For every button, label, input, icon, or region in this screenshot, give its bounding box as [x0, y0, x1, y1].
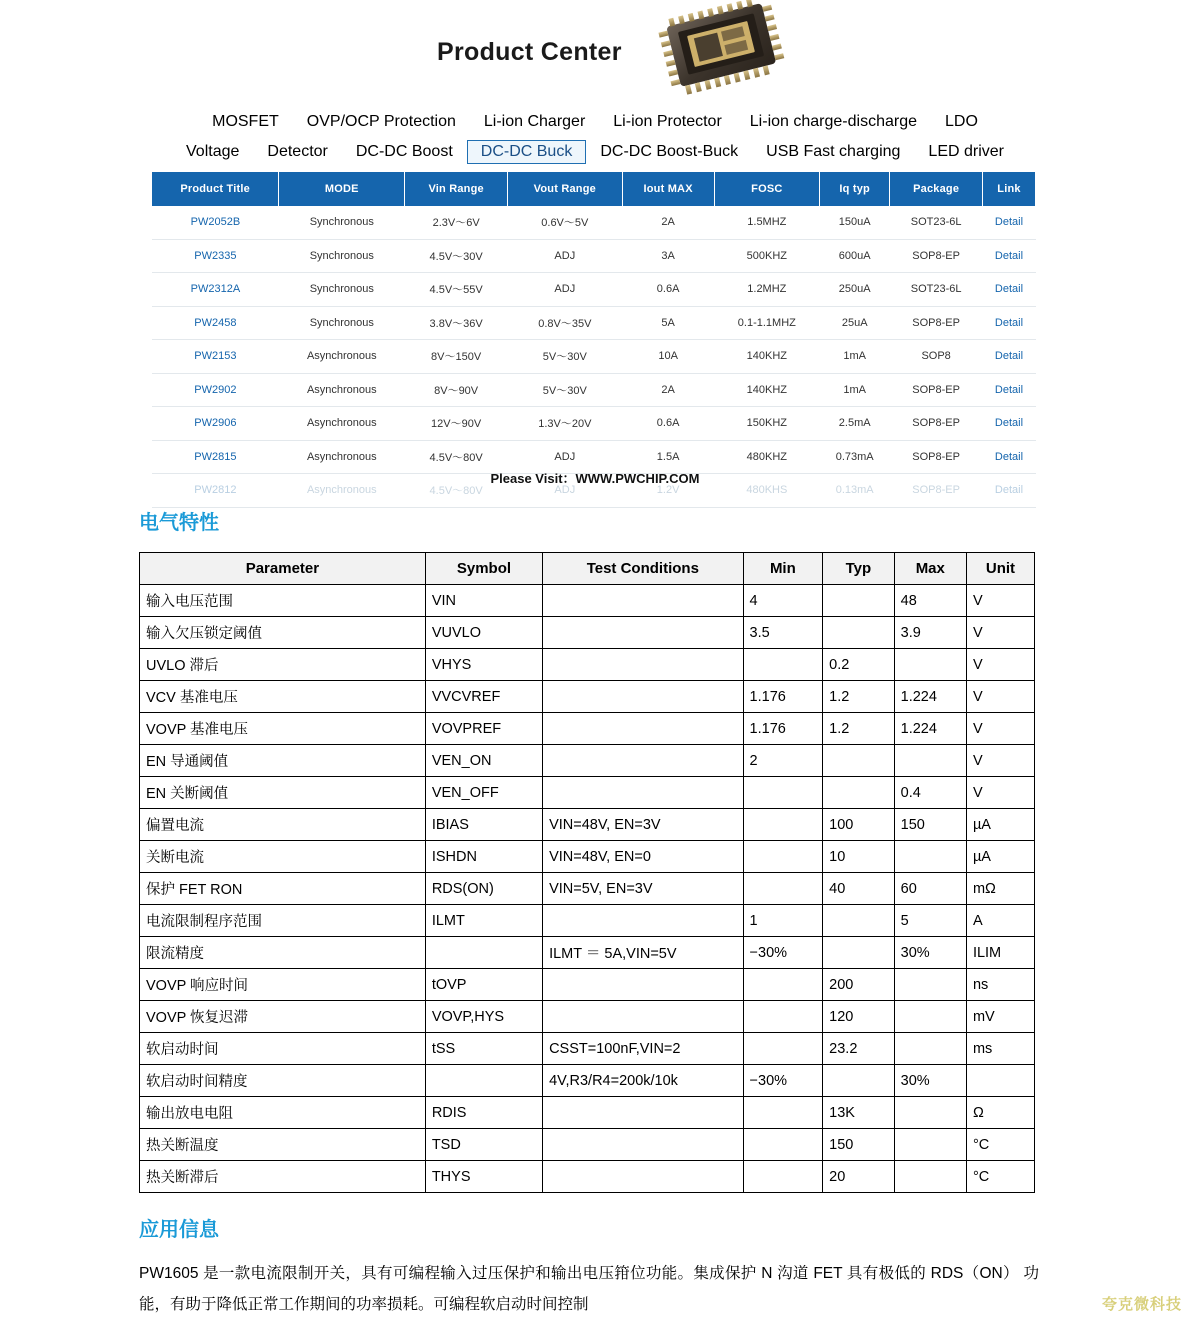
- electrical-cell-symbol: [425, 1065, 542, 1097]
- product-table-header-row: [152, 172, 1036, 206]
- electrical-cell-min: 1.176: [743, 713, 823, 745]
- product-cell: 0.73mA: [820, 440, 890, 474]
- nav-item-detector[interactable]: Detector: [267, 143, 328, 160]
- electrical-cell-parameter: 限流精度: [140, 937, 426, 969]
- electrical-cell-symbol: tOVP: [425, 969, 542, 1001]
- electrical-cell-unit: µA: [966, 809, 1034, 841]
- product-col-header: Iout MAX: [622, 172, 714, 206]
- product-cell: 250uA: [820, 273, 890, 307]
- electrical-cell-test-conditions: [543, 617, 743, 649]
- electrical-cell-typ: 150: [823, 1129, 894, 1161]
- electrical-cell-unit: V: [966, 585, 1034, 617]
- electrical-cell-symbol: VUVLO: [425, 617, 542, 649]
- electrical-cell-typ: [823, 585, 894, 617]
- electrical-table-row: [140, 1033, 1035, 1065]
- application-paragraph: PW1605 是一款电流限制开关，具有可编程输入过压保护和输出电压箝位功能。集成保护 N 沟道 FET 具有极低的 RDS（ON） 功能，有助于降低正常工作期间的功率损耗。可编程软启动时间控制: [139, 1265, 1039, 1313]
- product-cell: 1.2V: [622, 474, 714, 508]
- product-cell: 0.6V～5V: [507, 206, 622, 239]
- product-col-header: FOSC: [714, 172, 820, 206]
- product-cell: SOP8-EP: [890, 239, 983, 273]
- electrical-cell-max: 150: [894, 809, 966, 841]
- electrical-cell-min: [743, 1161, 823, 1193]
- electrical-cell-symbol: RDS(ON): [425, 873, 542, 905]
- product-cell: 2.5mA: [820, 407, 890, 441]
- electrical-cell-test-conditions: CSST=100nF,VIN=2: [543, 1033, 743, 1065]
- electrical-cell-symbol: RDIS: [425, 1097, 542, 1129]
- electrical-cell-typ: 10: [823, 841, 894, 873]
- electrical-cell-parameter: 热关断温度: [140, 1129, 426, 1161]
- electrical-cell-typ: [823, 905, 894, 937]
- nav-item-ldo[interactable]: LDO: [944, 113, 978, 130]
- electrical-cell-unit: ILIM: [966, 937, 1034, 969]
- product-cell: 10A: [622, 340, 714, 374]
- electrical-cell-min: [743, 873, 823, 905]
- electrical-cell-max: 30%: [894, 937, 966, 969]
- nav-item-li-ion-protector[interactable]: Li-ion Protector: [613, 113, 722, 130]
- electrical-cell-min: [743, 1097, 823, 1129]
- category-nav-row-2: [0, 140, 1190, 164]
- product-cell: Synchronous: [279, 239, 405, 273]
- product-cell: 1.5MHZ: [714, 206, 820, 239]
- electrical-cell-symbol: ISHDN: [425, 841, 542, 873]
- nav-item-dc-dc-boost-buck[interactable]: DC-DC Boost-Buck: [600, 143, 739, 160]
- electrical-cell-max: 0.4: [894, 777, 966, 809]
- electrical-cell-unit: V: [966, 681, 1034, 713]
- product-cell: SOP8-EP: [890, 440, 983, 474]
- electrical-cell-min: [743, 969, 823, 1001]
- electrical-table-row: [140, 841, 1035, 873]
- electrical-cell-symbol: VEN_OFF: [425, 777, 542, 809]
- product-detail-link[interactable]: Detail: [982, 340, 1035, 374]
- product-cell: 4.5V～30V: [405, 239, 508, 273]
- electrical-cell-typ: [823, 617, 894, 649]
- electrical-cell-unit: mV: [966, 1001, 1034, 1033]
- electrical-cell-max: 3.9: [894, 617, 966, 649]
- product-cell: ADJ: [507, 440, 622, 474]
- product-detail-link[interactable]: Detail: [982, 474, 1035, 508]
- electrical-table-row: [140, 1161, 1035, 1193]
- electrical-cell-unit: A: [966, 905, 1034, 937]
- electrical-cell-parameter: 软启动时间精度: [140, 1065, 426, 1097]
- electrical-cell-min: [743, 777, 823, 809]
- product-table-row: [152, 373, 1036, 407]
- electrical-characteristics-table: [139, 552, 1035, 1193]
- electrical-table-row: [140, 649, 1035, 681]
- electrical-cell-typ: 120: [823, 1001, 894, 1033]
- nav-item-mosfet[interactable]: MOSFET: [212, 113, 279, 130]
- electrical-cell-typ: 13K: [823, 1097, 894, 1129]
- electrical-cell-parameter: EN 导通阈值: [140, 745, 426, 777]
- electrical-cell-parameter: VOVP 恢复迟滞: [140, 1001, 426, 1033]
- electrical-cell-parameter: 输出放电电阻: [140, 1097, 426, 1129]
- electrical-cell-max: [894, 1033, 966, 1065]
- electrical-cell-parameter: 输入电压范围: [140, 585, 426, 617]
- electrical-cell-test-conditions: [543, 1161, 743, 1193]
- nav-item-led-driver[interactable]: LED driver: [928, 143, 1004, 160]
- electrical-cell-test-conditions: [543, 585, 743, 617]
- electrical-table-header-row: [140, 553, 1035, 585]
- electrical-table-row: [140, 1129, 1035, 1161]
- product-cell: 500KHZ: [714, 239, 820, 273]
- electrical-cell-max: [894, 969, 966, 1001]
- electrical-cell-test-conditions: [543, 905, 743, 937]
- product-detail-link[interactable]: Detail: [982, 273, 1035, 307]
- product-title-cell[interactable]: PW2902: [152, 373, 279, 407]
- product-cell: 140KHZ: [714, 373, 820, 407]
- product-table-row: [152, 239, 1036, 273]
- product-title-cell[interactable]: PW2812: [152, 474, 279, 508]
- product-table-row: [152, 206, 1036, 239]
- product-cell: 5V～30V: [507, 340, 622, 374]
- electrical-cell-typ: 20: [823, 1161, 894, 1193]
- product-cell: 5V～30V: [507, 373, 622, 407]
- electrical-table-row: [140, 969, 1035, 1001]
- electrical-cell-unit: µA: [966, 841, 1034, 873]
- electrical-cell-min: 3.5: [743, 617, 823, 649]
- electrical-cell-parameter: 热关断滞后: [140, 1161, 426, 1193]
- electrical-cell-unit: Ω: [966, 1097, 1034, 1129]
- product-cell: 4.5V～80V: [405, 474, 508, 508]
- electrical-table-row: [140, 1097, 1035, 1129]
- watermark-text: 夸克微科技: [1101, 1296, 1182, 1313]
- electrical-cell-test-conditions: [543, 777, 743, 809]
- electrical-cell-unit: V: [966, 777, 1034, 809]
- nav-item-usb-fast-charging[interactable]: USB Fast charging: [766, 143, 901, 160]
- product-cell: 8V～150V: [405, 340, 508, 374]
- electrical-cell-test-conditions: [543, 969, 743, 1001]
- electrical-table-row: [140, 745, 1035, 777]
- ic-chip-photo: [650, 2, 792, 86]
- electrical-col-header: Typ: [823, 553, 894, 585]
- product-cell: Asynchronous: [279, 373, 405, 407]
- product-detail-link[interactable]: Detail: [982, 306, 1035, 340]
- product-cell: 1.5A: [622, 440, 714, 474]
- product-col-header: Vin Range: [405, 172, 508, 206]
- electrical-cell-typ: 40: [823, 873, 894, 905]
- electrical-cell-typ: 1.2: [823, 713, 894, 745]
- electrical-col-header: Min: [743, 553, 823, 585]
- nav-item-ovp-ocp-protection[interactable]: OVP/OCP Protection: [306, 113, 456, 130]
- visit-url-line: Please Visit：WWW.PWCHIP.COM: [490, 471, 700, 486]
- electrical-cell-min: [743, 1033, 823, 1065]
- nav-item-dc-dc-buck[interactable]: DC-DC Buck: [467, 140, 587, 164]
- electrical-cell-min: [743, 841, 823, 873]
- electrical-cell-max: 5: [894, 905, 966, 937]
- product-cell: 480KHS: [714, 474, 820, 508]
- product-cell: SOP8-EP: [890, 306, 983, 340]
- product-cell: SOP8-EP: [890, 474, 983, 508]
- electrical-cell-min: −30%: [743, 937, 823, 969]
- product-table-row: [152, 306, 1036, 340]
- product-cell: Asynchronous: [279, 474, 405, 508]
- product-cell: SOT23-6L: [890, 273, 983, 307]
- electrical-cell-test-conditions: [543, 1097, 743, 1129]
- electrical-cell-parameter: EN 关断阈值: [140, 777, 426, 809]
- electrical-col-header: Parameter: [140, 553, 426, 585]
- product-col-header: Vout Range: [507, 172, 622, 206]
- section-heading-application: 应用信息: [139, 1219, 219, 1241]
- electrical-cell-max: [894, 1097, 966, 1129]
- electrical-table-row: [140, 809, 1035, 841]
- electrical-table-row: [140, 617, 1035, 649]
- electrical-cell-parameter: VOVP 基准电压: [140, 713, 426, 745]
- electrical-cell-parameter: VCV 基准电压: [140, 681, 426, 713]
- product-cell: 150KHZ: [714, 407, 820, 441]
- product-cell: Synchronous: [279, 273, 405, 307]
- nav-item-li-ion-charger[interactable]: Li-ion Charger: [483, 113, 586, 130]
- product-detail-link[interactable]: Detail: [982, 440, 1035, 474]
- product-cell: 2A: [622, 373, 714, 407]
- electrical-cell-parameter: 输入欠压锁定阈值: [140, 617, 426, 649]
- product-cell: 3A: [622, 239, 714, 273]
- electrical-cell-typ: [823, 937, 894, 969]
- electrical-cell-typ: 0.2: [823, 649, 894, 681]
- product-cell: 150uA: [820, 206, 890, 239]
- electrical-cell-unit: ms: [966, 1033, 1034, 1065]
- electrical-cell-typ: 23.2: [823, 1033, 894, 1065]
- electrical-cell-min: 1: [743, 905, 823, 937]
- product-center-banner: [0, 0, 1190, 92]
- product-cell: 480KHZ: [714, 440, 820, 474]
- electrical-cell-min: 2: [743, 745, 823, 777]
- electrical-cell-test-conditions: [543, 713, 743, 745]
- electrical-cell-symbol: VIN: [425, 585, 542, 617]
- product-title-cell[interactable]: PW2335: [152, 239, 279, 273]
- electrical-cell-test-conditions: 4V,R3/R4=200k/10k: [543, 1065, 743, 1097]
- product-cell: Asynchronous: [279, 440, 405, 474]
- product-col-header: Iq typ: [820, 172, 890, 206]
- electrical-cell-unit: V: [966, 745, 1034, 777]
- electrical-cell-symbol: VHYS: [425, 649, 542, 681]
- electrical-cell-min: 4: [743, 585, 823, 617]
- product-title-cell[interactable]: PW2458: [152, 306, 279, 340]
- electrical-cell-symbol: VOVP,HYS: [425, 1001, 542, 1033]
- electrical-cell-parameter: 偏置电流: [140, 809, 426, 841]
- product-cell: 1mA: [820, 373, 890, 407]
- electrical-cell-min: [743, 1129, 823, 1161]
- nav-item-voltage[interactable]: Voltage: [186, 143, 240, 160]
- electrical-cell-min: [743, 649, 823, 681]
- electrical-cell-test-conditions: [543, 649, 743, 681]
- electrical-cell-max: [894, 745, 966, 777]
- electrical-cell-max: 1.224: [894, 681, 966, 713]
- electrical-table-row: [140, 1001, 1035, 1033]
- electrical-cell-unit: V: [966, 649, 1034, 681]
- electrical-cell-symbol: tSS: [425, 1033, 542, 1065]
- electrical-cell-max: [894, 1001, 966, 1033]
- product-cell: 5A: [622, 306, 714, 340]
- electrical-cell-min: [743, 809, 823, 841]
- electrical-cell-max: [894, 841, 966, 873]
- electrical-table-row: [140, 905, 1035, 937]
- electrical-cell-symbol: [425, 937, 542, 969]
- electrical-cell-symbol: VVCVREF: [425, 681, 542, 713]
- product-cell: SOP8: [890, 340, 983, 374]
- electrical-cell-unit: V: [966, 617, 1034, 649]
- product-table-row: [152, 273, 1036, 307]
- electrical-cell-parameter: VOVP 响应时间: [140, 969, 426, 1001]
- product-cell: ADJ: [507, 239, 622, 273]
- electrical-cell-symbol: THYS: [425, 1161, 542, 1193]
- electrical-cell-max: 48: [894, 585, 966, 617]
- product-cell: ADJ: [507, 474, 622, 508]
- electrical-cell-unit: [966, 1065, 1034, 1097]
- electrical-cell-test-conditions: VIN=48V, EN=3V: [543, 809, 743, 841]
- electrical-cell-symbol: VEN_ON: [425, 745, 542, 777]
- electrical-cell-typ: [823, 777, 894, 809]
- electrical-table-row: [140, 873, 1035, 905]
- product-cell: 2A: [622, 206, 714, 239]
- electrical-cell-test-conditions: VIN=48V, EN=0: [543, 841, 743, 873]
- electrical-cell-test-conditions: [543, 1001, 743, 1033]
- electrical-cell-symbol: IBIAS: [425, 809, 542, 841]
- electrical-cell-unit: mΩ: [966, 873, 1034, 905]
- electrical-col-header: Symbol: [425, 553, 542, 585]
- section-heading-electrical: 电气特性: [139, 512, 219, 534]
- product-cell: Synchronous: [279, 206, 405, 239]
- electrical-table-row: [140, 585, 1035, 617]
- electrical-cell-parameter: 关断电流: [140, 841, 426, 873]
- electrical-cell-typ: 200: [823, 969, 894, 1001]
- electrical-cell-typ: 100: [823, 809, 894, 841]
- product-cell: 0.1-1.1MHZ: [714, 306, 820, 340]
- product-title-cell[interactable]: PW2312A: [152, 273, 279, 307]
- nav-item-dc-dc-boost[interactable]: DC-DC Boost: [355, 143, 453, 160]
- product-cell: 0.6A: [622, 407, 714, 441]
- electrical-col-header: Max: [894, 553, 966, 585]
- electrical-cell-max: 60: [894, 873, 966, 905]
- electrical-table-row: [140, 777, 1035, 809]
- electrical-cell-max: [894, 649, 966, 681]
- product-col-header: MODE: [279, 172, 405, 206]
- electrical-cell-parameter: 软启动时间: [140, 1033, 426, 1065]
- product-cell: SOP8-EP: [890, 407, 983, 441]
- electrical-table-row: [140, 937, 1035, 969]
- product-cell: SOT23-6L: [890, 206, 983, 239]
- category-nav-row-1: [0, 110, 1190, 134]
- product-title-cell[interactable]: PW2153: [152, 340, 279, 374]
- electrical-col-header: Test Conditions: [543, 553, 743, 585]
- electrical-cell-typ: [823, 745, 894, 777]
- product-col-header: Package: [890, 172, 983, 206]
- electrical-cell-test-conditions: [543, 745, 743, 777]
- electrical-table-row: [140, 681, 1035, 713]
- product-cell: SOP8-EP: [890, 373, 983, 407]
- electrical-cell-symbol: ILMT: [425, 905, 542, 937]
- electrical-cell-unit: ns: [966, 969, 1034, 1001]
- electrical-col-header: Unit: [966, 553, 1034, 585]
- electrical-cell-test-conditions: [543, 681, 743, 713]
- electrical-cell-symbol: VOVPREF: [425, 713, 542, 745]
- electrical-cell-max: [894, 1129, 966, 1161]
- electrical-cell-unit: °C: [966, 1161, 1034, 1193]
- nav-item-li-ion-charge-discharge[interactable]: Li-ion charge-discharge: [749, 113, 917, 130]
- product-cell: Asynchronous: [279, 340, 405, 374]
- electrical-cell-parameter: 电流限制程序范围: [140, 905, 426, 937]
- product-detail-link[interactable]: Detail: [982, 407, 1035, 441]
- electrical-cell-min: −30%: [743, 1065, 823, 1097]
- product-cell: 1.3V～20V: [507, 407, 622, 441]
- product-title-cell[interactable]: PW2815: [152, 440, 279, 474]
- electrical-cell-min: 1.176: [743, 681, 823, 713]
- product-cell: 1mA: [820, 340, 890, 374]
- product-title-cell[interactable]: PW2052B: [152, 206, 279, 239]
- electrical-cell-max: 30%: [894, 1065, 966, 1097]
- electrical-cell-test-conditions: VIN=5V, EN=3V: [543, 873, 743, 905]
- product-cell: 0.8V～35V: [507, 306, 622, 340]
- product-cell: Synchronous: [279, 306, 405, 340]
- product-cell: 0.13mA: [820, 474, 890, 508]
- electrical-cell-test-conditions: [543, 1129, 743, 1161]
- electrical-cell-symbol: TSD: [425, 1129, 542, 1161]
- product-cell: 0.6A: [622, 273, 714, 307]
- electrical-cell-typ: [823, 1065, 894, 1097]
- product-cell: 3.8V～36V: [405, 306, 508, 340]
- product-detail-link[interactable]: Detail: [982, 239, 1035, 273]
- product-table-row: [152, 340, 1036, 374]
- electrical-cell-unit: °C: [966, 1129, 1034, 1161]
- electrical-cell-test-conditions: ILMT ＝ 5A,VIN=5V: [543, 937, 743, 969]
- product-cell: 25uA: [820, 306, 890, 340]
- product-cell: 140KHZ: [714, 340, 820, 374]
- product-detail-link[interactable]: Detail: [982, 206, 1035, 239]
- product-cell: 4.5V～55V: [405, 273, 508, 307]
- electrical-cell-min: [743, 1001, 823, 1033]
- electrical-cell-parameter: 保护 FET RON: [140, 873, 426, 905]
- product-cell: 8V～90V: [405, 373, 508, 407]
- product-table-row: [152, 407, 1036, 441]
- product-title-cell[interactable]: PW2906: [152, 407, 279, 441]
- product-col-header: Product Title: [152, 172, 279, 206]
- product-cell: 12V～90V: [405, 407, 508, 441]
- product-cell: 2.3V～6V: [405, 206, 508, 239]
- electrical-cell-unit: V: [966, 713, 1034, 745]
- banner-title: Product Center: [437, 38, 622, 66]
- product-cell: ADJ: [507, 273, 622, 307]
- electrical-cell-parameter: UVLO 滞后: [140, 649, 426, 681]
- electrical-cell-max: 1.224: [894, 713, 966, 745]
- electrical-table-row: [140, 713, 1035, 745]
- electrical-table-row: [140, 1065, 1035, 1097]
- product-cell: 4.5V～80V: [405, 440, 508, 474]
- product-cell: Asynchronous: [279, 407, 405, 441]
- electrical-cell-max: [894, 1161, 966, 1193]
- electrical-cell-typ: 1.2: [823, 681, 894, 713]
- product-detail-link[interactable]: Detail: [982, 373, 1035, 407]
- product-cell: 1.2MHZ: [714, 273, 820, 307]
- product-col-header: Link: [982, 172, 1035, 206]
- product-cell: 600uA: [820, 239, 890, 273]
